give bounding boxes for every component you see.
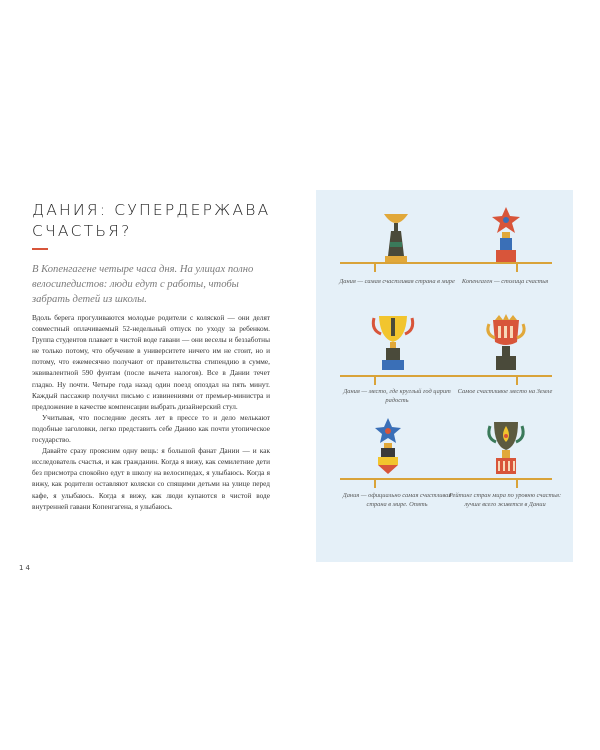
trophy-caption: Дания — место, где круглый год царит радость bbox=[343, 388, 451, 404]
blue-star-trophy-icon bbox=[363, 416, 413, 476]
shelf-bracket bbox=[516, 264, 518, 272]
shelf-bracket bbox=[516, 377, 518, 385]
yellow-cup-trophy-icon bbox=[368, 312, 418, 372]
page-title: ДАНИЯ: СУПЕРДЕРЖАВА СЧАСТЬЯ? bbox=[32, 201, 271, 240]
shelf-bracket bbox=[516, 480, 518, 488]
trophy-caption: Рейтинг стран мира по уровню счастья: лучше всего живется в Дании bbox=[448, 492, 562, 508]
page-number: 14 bbox=[19, 564, 32, 572]
paragraph: Вдоль берега прогуливаются молодые родители с коляской — они делят совместный оплачиваемый 52-недельный отпуск по уходу за ребенком. Группа студентов плавает в чистой воде гавани — они веселы и беззаботны не только потому, что обучение в университете ничего им не стоит, но и потому, что ежемесячно получают от правительства стипендию в сумме, эквивалентной 590 фунтам (после вычета налогов). Все в Дании течет гладко. Ну почти. Четыре года назад один поезд опоздал на пять минут. Каждый пассажир получил письмо с извинениями от премьер-министра и предложение в качестве компенсации выбрать дизайнерский стул. bbox=[32, 313, 270, 411]
shelf-bracket bbox=[374, 264, 376, 272]
trophy-caption: Дания — официально самая счастливая страна в мире. Опять bbox=[342, 492, 452, 508]
trophy-caption: Дания — самая счастливая страна в мире bbox=[339, 278, 455, 285]
title-underline bbox=[32, 248, 48, 250]
shelf bbox=[340, 375, 552, 377]
star-trophy-icon bbox=[481, 204, 531, 264]
shelf-bracket bbox=[374, 377, 376, 385]
bowl-trophy-icon bbox=[371, 204, 421, 264]
paragraph: Учитывая, что последние десять лет в прессе то и дело мелькают подобные заголовки, легко представить себе Данию как почти утопическое государство. bbox=[32, 412, 270, 445]
shelf bbox=[340, 478, 552, 480]
trophy-illustration-panel bbox=[316, 190, 573, 562]
trophy-caption: Самое счастливое место на Земле bbox=[457, 388, 553, 395]
body-text bbox=[32, 312, 270, 512]
bell-trophy-icon bbox=[481, 416, 531, 476]
trophy-caption: Копенгаген — столица счастья bbox=[461, 278, 549, 285]
lead-paragraph: В Копенгагене четыре часа дня. На улицах полно велосипедистов: люди едут с работы, чтобы забрать детей из школы. bbox=[32, 264, 254, 305]
paragraph: Давайте сразу проясним одну вещь: я большой фанат Дании — и как исследователь счастья, и как гражданин. Когда я вижу, как семилетние дети без присмотра спокойно едут в школу на велосипедах, я улыбаюсь. Когда я вижу, как родители оставляют коляски со спящими детьми на улице перед кафе, я улыбаюсь. Когда я вижу, как люди купаются в чистой воде внутренней гавани Копенгагена, я улыбаюсь. bbox=[32, 446, 270, 511]
crown-trophy-icon bbox=[481, 312, 531, 372]
shelf-bracket bbox=[374, 480, 376, 488]
